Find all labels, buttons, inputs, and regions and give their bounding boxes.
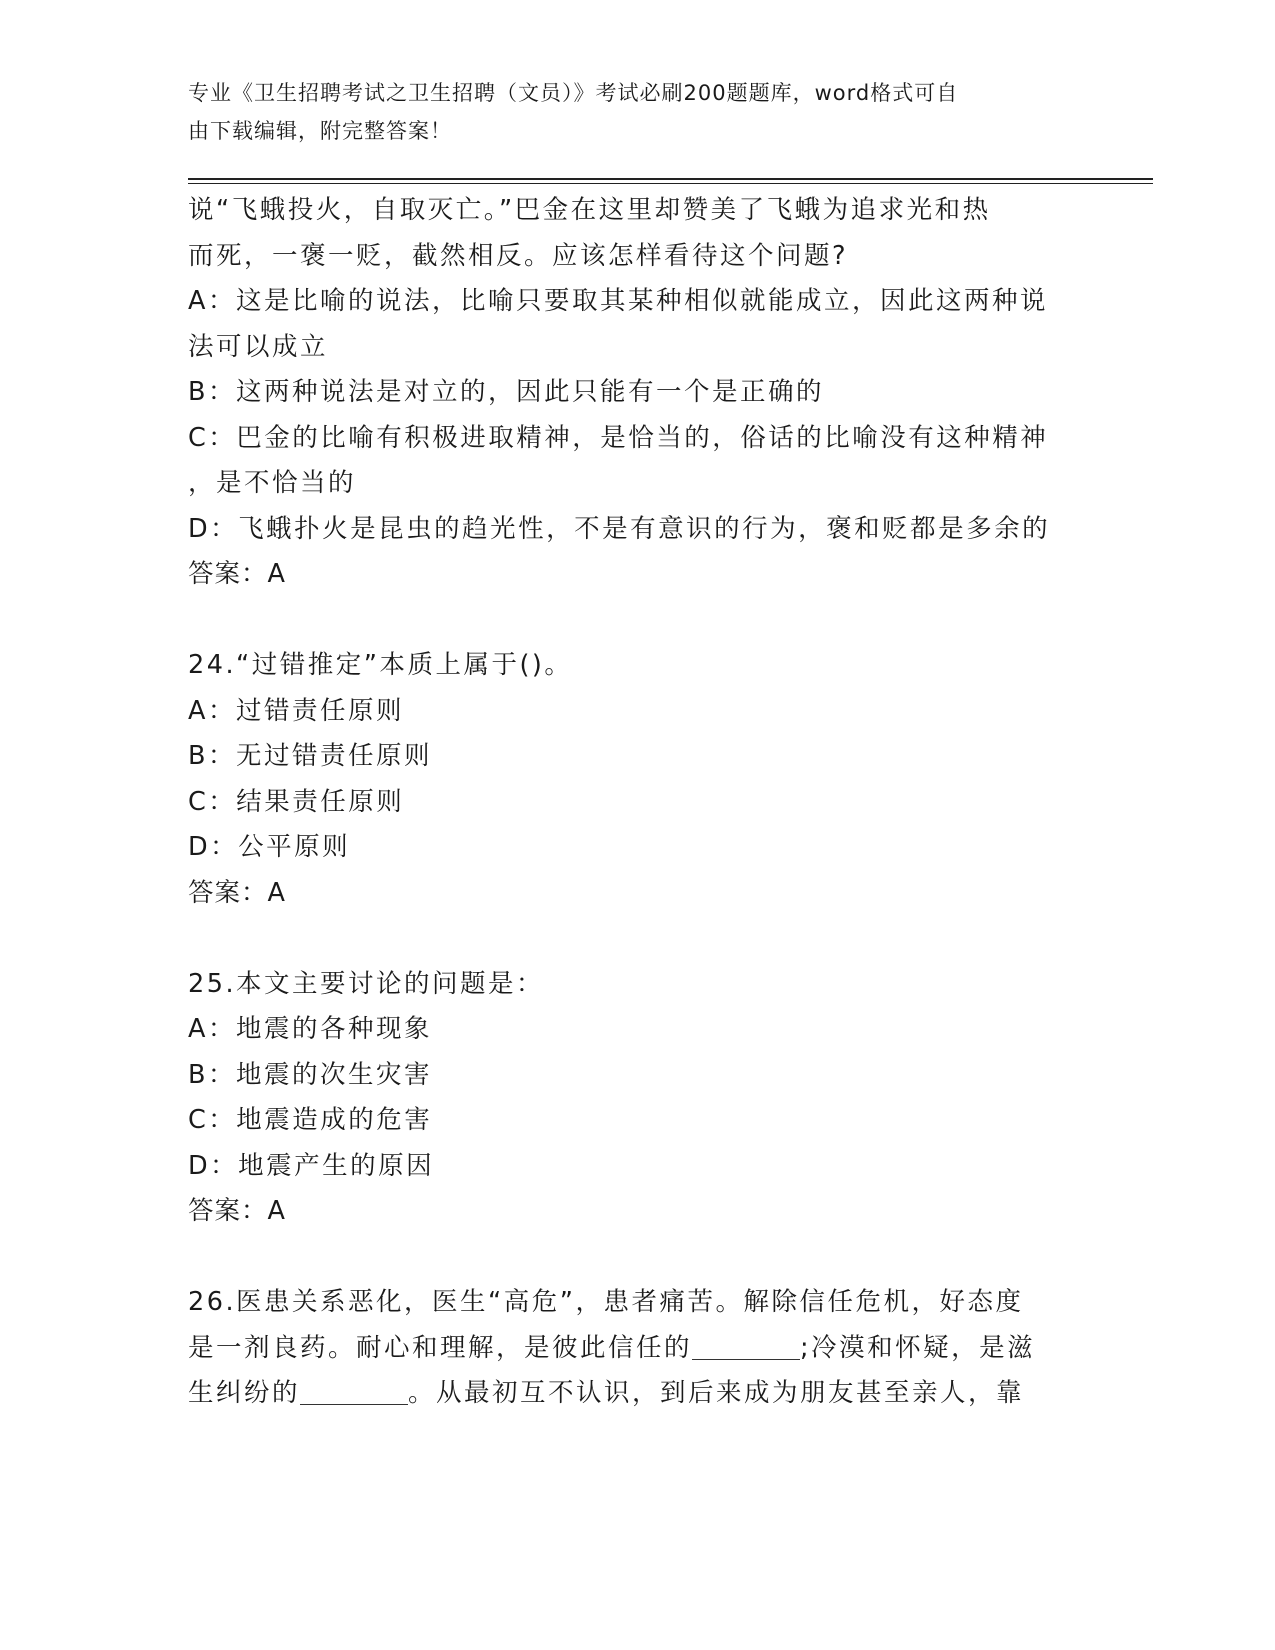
option-d: D：地震产生的原因 xyxy=(188,1150,435,1181)
stem-text: 生纠纷的 xyxy=(188,1378,301,1408)
question-stem xyxy=(188,1371,1068,1417)
option-b: B：这两种说法是对立的，因此只能有一个是正确的 xyxy=(188,377,824,407)
option-b: B：地震的次生灾害 xyxy=(188,1059,432,1090)
option-a-continued: 法可以成立 xyxy=(188,331,329,362)
question-stem xyxy=(188,1326,1068,1372)
question-spacer xyxy=(188,1235,1068,1281)
option-a: A：过错责任原则 xyxy=(188,695,404,726)
answer: 答案：A xyxy=(188,559,286,589)
question-23 xyxy=(188,188,1068,598)
option-a: A：地震的各种现象 xyxy=(188,1014,432,1044)
question-25 xyxy=(188,962,1068,1235)
document-header xyxy=(188,74,1068,150)
stem-text: ;冷漠和怀疑，是滋 xyxy=(800,1332,1036,1363)
question-stem: 而死，一褒一贬，截然相反。应该怎样看待这个问题? xyxy=(188,240,849,271)
option-b: B：无过错责任原则 xyxy=(188,741,432,771)
stem-text: 。从最初互不认识，到后来成为朋友甚至亲人，靠 xyxy=(408,1378,1025,1408)
option-d: D：飞蛾扑火是昆虫的趋光性，不是有意识的行为，褒和贬都是多余的 xyxy=(188,513,1051,544)
option-c-continued: ，是不恰当的 xyxy=(188,468,357,498)
question-stem: 说“飞蛾投火，自取灭亡。”巴金在这里却赞美了飞蛾为追求光和热 xyxy=(188,195,991,225)
option-d: D：公平原则 xyxy=(188,832,351,862)
option-c: C：巴金的比喻有积极进取精神，是恰当的，俗话的比喻没有这种精神 xyxy=(188,422,1049,453)
question-26 xyxy=(188,1280,1068,1417)
question-stem: 24.“过错推定”本质上属于()。 xyxy=(188,650,573,680)
question-list xyxy=(188,188,1068,1417)
answer: 答案：A xyxy=(188,1196,286,1226)
question-24 xyxy=(188,643,1068,916)
fill-blank xyxy=(300,1374,408,1405)
header-line-1: 专业《卫生招聘考试之卫生招聘（文员）》考试必刷200题题库，word格式可自 xyxy=(188,81,959,105)
option-c: C：地震造成的危害 xyxy=(188,1105,433,1135)
stem-text: 是一剂良药。耐心和理解，是彼此信任的 xyxy=(188,1332,693,1363)
question-stem: 25.本文主要讨论的问题是： xyxy=(188,968,545,999)
option-c: C：结果责任原则 xyxy=(188,786,405,817)
option-a: A：这是比喻的说法，比喻只要取其某种相似就能成立，因此这两种说 xyxy=(188,286,1048,316)
question-stem: 26.医患关系恶化，医生“高危”，患者痛苦。解除信任危机，好态度 xyxy=(188,1287,1024,1317)
answer: 答案：A xyxy=(188,877,286,908)
header-divider-thin xyxy=(188,183,1153,184)
question-spacer xyxy=(188,598,1068,644)
fill-blank xyxy=(692,1329,800,1360)
header-divider-thick xyxy=(188,178,1153,180)
question-spacer xyxy=(188,916,1068,962)
header-line-2: 由下载编辑，附完整答案！ xyxy=(188,119,452,143)
